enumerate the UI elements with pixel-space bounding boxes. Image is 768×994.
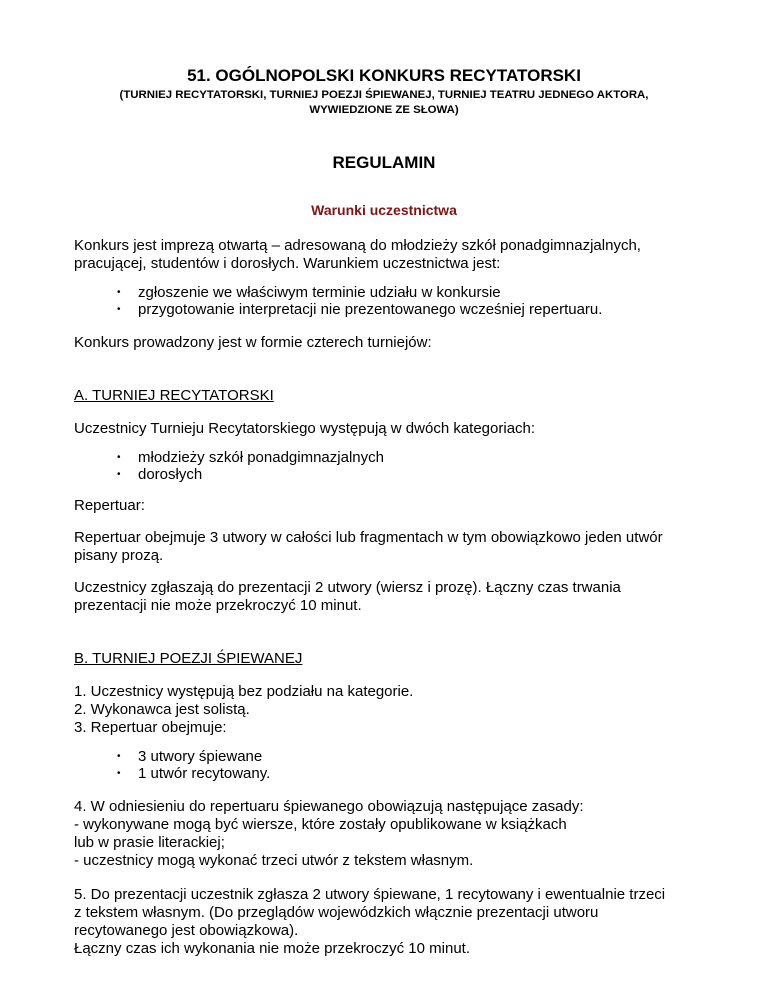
warunki-intro: Konkurs jest imprezą otwartą – adresowaną do młodzieży szkół ponadgimnazjalnych, pracującej, studentów i dorosłych. Warunkiem uczestnictwa jest: <box>74 237 641 272</box>
numbered-item: 1. Uczestnicy występują bez podziału na kategorie. <box>74 683 414 700</box>
list-item-text: 3 utwory śpiewane <box>138 748 263 765</box>
warunki-heading: Warunki uczestnictwa <box>311 202 457 218</box>
point-5-line: Łączny czas ich wykonania nie może przekroczyć 10 minut. <box>74 940 471 957</box>
list-item <box>114 765 694 782</box>
list-item-text: młodzieży szkół ponadgimnazjalnych <box>138 449 384 466</box>
numbered-item: 2. Wykonawca jest solistą. <box>74 701 250 718</box>
point-4-line: - wykonywane mogą być wiersze, które zostały opublikowane w książkach <box>74 816 567 833</box>
turniej-a-intro: Uczestnicy Turnieju Recytatorskiego występują w dwóch kategoriach: <box>74 420 536 437</box>
turnieje-intro: Konkurs prowadzony jest w formie czterech turniejów: <box>74 334 432 351</box>
list-item-text: przygotowanie interpretacji nie prezentowanego wcześniej repertuaru. <box>138 301 603 318</box>
bullet-icon: • <box>117 287 121 298</box>
list-item <box>114 449 694 466</box>
bullet-icon: • <box>117 469 121 480</box>
list-item-text: dorosłych <box>138 466 203 483</box>
bullet-icon: • <box>117 304 121 315</box>
document-title: 51. OGÓLNOPOLSKI KONKURS RECYTATORSKI <box>187 66 581 85</box>
turniej-b-repertuar-list <box>74 748 694 782</box>
bullet-icon: • <box>117 768 121 779</box>
point-4-line: - uczestnicy mogą wykonać trzeci utwór z tekstem własnym. <box>74 852 474 869</box>
point-4-line: lub w prasie literackiej; <box>74 834 225 851</box>
point-4-line: 4. W odniesieniu do repertuaru śpiewanego obowiązują następujące zasady: <box>74 798 584 815</box>
point-5-line: z tekstem własnym. (Do przeglądów wojewódzkich włącznie prezentacji utworu <box>74 904 599 921</box>
turniej-a-categories <box>74 449 694 483</box>
turniej-a-heading: A. TURNIEJ RECYTATORSKI <box>74 387 274 404</box>
list-item <box>114 284 694 301</box>
numbered-item: 3. Repertuar obejmuje: <box>74 719 227 736</box>
turniej-b-point-4 <box>74 798 694 870</box>
list-item <box>114 466 694 483</box>
bullet-icon: • <box>117 452 121 463</box>
turniej-a-repertuar: Repertuar obejmuje 3 utwory w całości lub fragmentach w tym obowiązkowo jeden utwór pisany prozą. <box>74 529 663 564</box>
repertuar-label: Repertuar: <box>74 497 145 514</box>
warunki-list <box>74 284 694 318</box>
list-item <box>114 748 694 765</box>
list-item-text: zgłoszenie we właściwym terminie udziału w konkursie <box>138 284 501 301</box>
list-item-text: 1 utwór recytowany. <box>138 765 271 782</box>
list-item <box>114 301 694 318</box>
bullet-icon: • <box>117 751 121 762</box>
turniej-a-prezentacja: Uczestnicy zgłaszają do prezentacji 2 utwory (wiersz i prozę). Łączny czas trwania prezentacji nie może przekroczyć 10 minut. <box>74 579 621 614</box>
point-5-line: 5. Do prezentacji uczestnik zgłasza 2 utwory śpiewane, 1 recytowany i ewentualnie trzeci <box>74 886 666 903</box>
regulamin-heading: REGULAMIN <box>332 153 436 172</box>
document-subtitle: (TURNIEJ RECYTATORSKI, TURNIEJ POEZJI ŚPIEWANEJ, TURNIEJ TEATRU JEDNEGO AKTORA, WYWIEDZIONE ZE SŁOWA) <box>119 89 649 116</box>
turniej-b-heading: B. TURNIEJ POEZJI ŚPIEWANEJ <box>74 650 303 667</box>
turniej-b-numbered <box>74 683 694 737</box>
turniej-b-point-5 <box>74 886 694 958</box>
point-5-line: recytowanego jest obowiązkowa). <box>74 922 299 939</box>
